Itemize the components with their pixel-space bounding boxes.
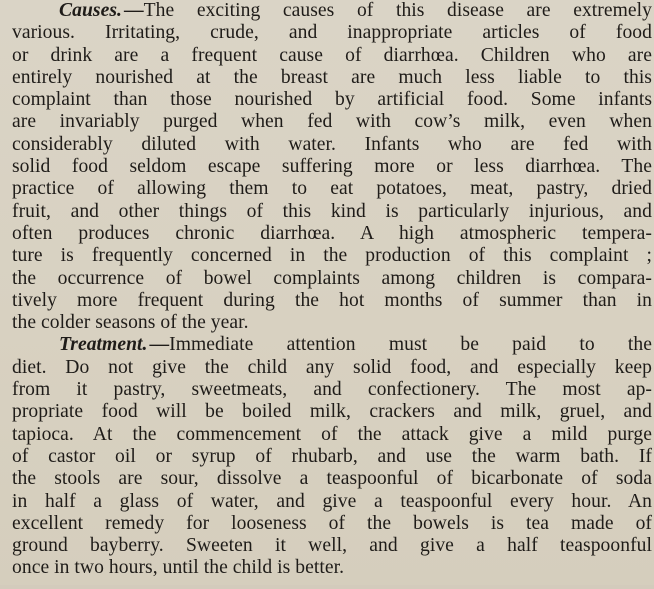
treatment-line: excellent remedy for looseness of the bowels is tea made of: [12, 512, 652, 534]
causes-first-line: [12, 0, 652, 22]
treatment-line: from it pastry, sweetmeats, and confectionery. The most ap-: [12, 379, 652, 401]
causes-line: entirely nourished at the breast are much less liable to this: [12, 66, 652, 88]
treatment-heading: Treatment.: [59, 334, 148, 356]
treatment-line: of castor oil or syrup of rhubarb, and use the warm bath. If: [12, 445, 652, 467]
causes-line: are invariably purged when fed with cow’s milk, even when: [12, 111, 652, 133]
causes-line: the colder seasons of the year.: [12, 312, 249, 334]
causes-line: considerably diluted with water. Infants who are fed with: [12, 133, 652, 155]
causes-dash: —: [123, 0, 144, 21]
causes-line: tively more frequent during the hot months of summer than in: [12, 289, 652, 311]
causes-line: various. Irritating, crude, and inappropriate articles of food: [12, 22, 652, 44]
page-edge: [0, 585, 654, 589]
treatment-line: ground bayberry. Sweeten it well, and give a half teaspoonful: [12, 535, 652, 557]
treatment-first-line-text: Immediate attention must be paid to the: [169, 334, 652, 356]
treatment-first-line: [12, 334, 652, 356]
treatment-line: tapioca. At the commencement of the attack give a mild purge: [12, 423, 652, 445]
causes-first-line-text: The exciting causes of this disease are extremely: [143, 0, 652, 21]
causes-line: fruit, and other things of this kind is particularly injurious, and: [12, 200, 652, 222]
treatment-dash: —: [149, 334, 170, 356]
causes-heading: Causes.: [59, 0, 122, 21]
treatment-line: in half a glass of water, and give a teaspoonful every hour. An: [12, 490, 652, 512]
causes-line: or drink are a frequent cause of diarrhœa. Children who are: [12, 44, 652, 66]
causes-line: practice of allowing them to eat potatoes, meat, pastry, dried: [12, 178, 652, 200]
treatment-line: diet. Do not give the child any solid food, and especially keep: [12, 356, 652, 378]
treatment-line: propriate food will be boiled milk, crackers and milk, gruel, and: [12, 401, 652, 423]
causes-line: often produces chronic diarrhœa. A high atmospheric tempera-: [12, 222, 652, 244]
causes-line: ture is frequently concerned in the production of this complaint ;: [12, 245, 652, 267]
text-body: [12, 0, 652, 580]
causes-line: solid food seldom escape suffering more or less diarrhœa. The: [12, 156, 652, 178]
causes-line: the occurrence of bowel complaints among children is compara-: [12, 267, 652, 289]
treatment-line: the stools are sour, dissolve a teaspoonful of bicarbonate of soda: [12, 468, 652, 490]
causes-line: complaint than those nourished by artificial food. Some infants: [12, 89, 652, 111]
treatment-line: once in two hours, until the child is better.: [12, 557, 345, 579]
